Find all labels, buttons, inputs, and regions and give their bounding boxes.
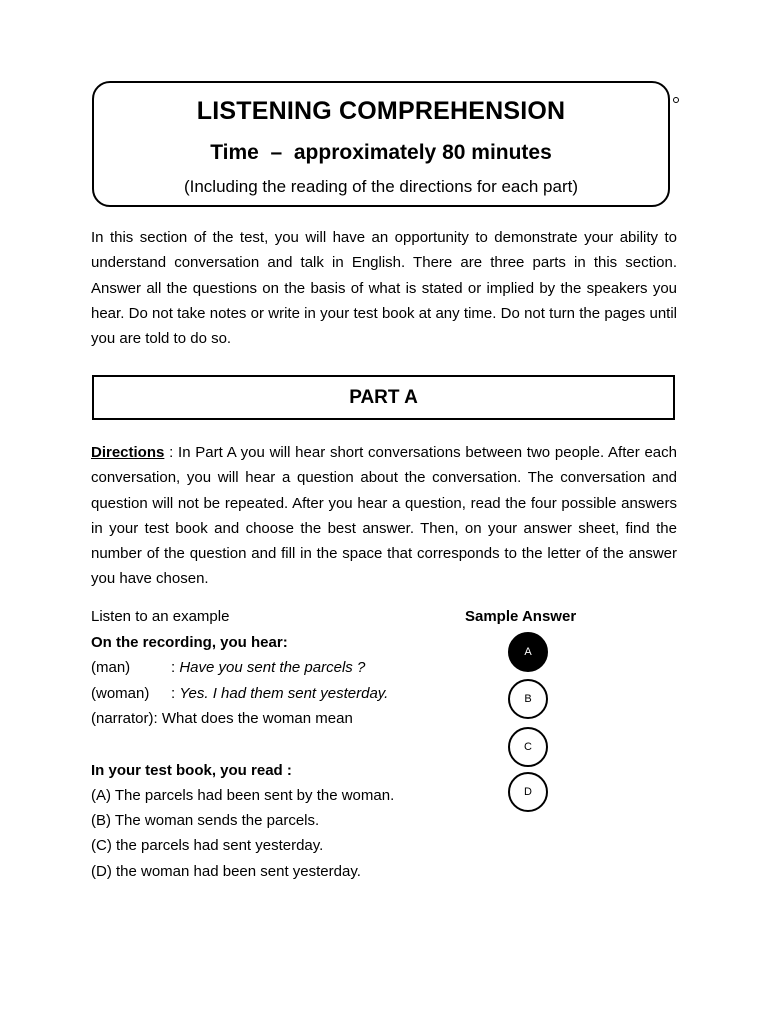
dialogue-line	[91, 685, 388, 702]
speaker-separator: :	[171, 685, 180, 702]
listen-example-label: Listen to an example	[91, 608, 230, 625]
answer-bubble-b: B	[508, 679, 548, 719]
part-title: PART A	[349, 387, 418, 408]
speaker-separator: :	[153, 710, 162, 727]
intro-paragraph: In this section of the test, you will have an opportunity to demonstrate your ability to understand conversation and talk in English. There are three parts in this section. Answer all the questions on the basis of what is stated or implied by the speakers you hear. Do not take notes or write in your test book at any time. Do not turn the pages until you are told to do so.	[91, 229, 677, 348]
speaker-separator: :	[171, 659, 180, 676]
directions-paragraph	[91, 440, 677, 592]
recording-label: On the recording, you hear:	[91, 634, 288, 651]
section-title: LISTENING COMPREHENSION	[196, 97, 566, 125]
answer-option-a: (A) The parcels had been sent by the woman.	[91, 787, 395, 804]
answer-option-d: (D) the woman had been sent yesterday.	[91, 863, 361, 880]
time-note: (Including the reading of the directions for each part)	[183, 177, 579, 196]
answer-bubble-c: C	[508, 727, 548, 767]
answer-option-c: (C) the parcels had sent yesterday.	[91, 837, 324, 854]
dialogue-line	[91, 659, 365, 676]
stray-mark	[673, 97, 679, 103]
speaker-label: (woman)	[91, 685, 150, 702]
test-book-label: In your test book, you read :	[91, 762, 292, 779]
directions-label: Directions	[91, 444, 165, 461]
speaker-label: (man)	[91, 659, 131, 676]
speaker-label: (narrator)	[91, 710, 154, 727]
directions-text: : In Part A you will hear short conversations between two people. After each conversation, you will hear a question about the conversation. The conversation and question will not be repeated. After you hear a question, read the four possible answers in your test book and choose the best answer. Then, on your answer sheet, find the number of the question and fill in the space that corresponds to the letter of the answer you have chosen.	[91, 444, 677, 588]
answer-bubble-a: A	[508, 632, 548, 672]
dialogue-text: Have you sent the parcels ?	[179, 659, 366, 676]
sample-answer-label: Sample Answer	[465, 608, 577, 625]
title-box	[92, 81, 670, 207]
dialogue-text: Yes. I had them sent yesterday.	[179, 685, 389, 702]
time-allowance: Time – approximately 80 minutes	[210, 141, 552, 164]
answer-bubble-d: D	[508, 772, 548, 812]
dialogue-text: What does the woman mean	[161, 710, 353, 727]
answer-option-b: (B) The woman sends the parcels.	[91, 812, 320, 829]
part-heading-box	[92, 375, 675, 420]
dialogue-line	[91, 710, 353, 727]
